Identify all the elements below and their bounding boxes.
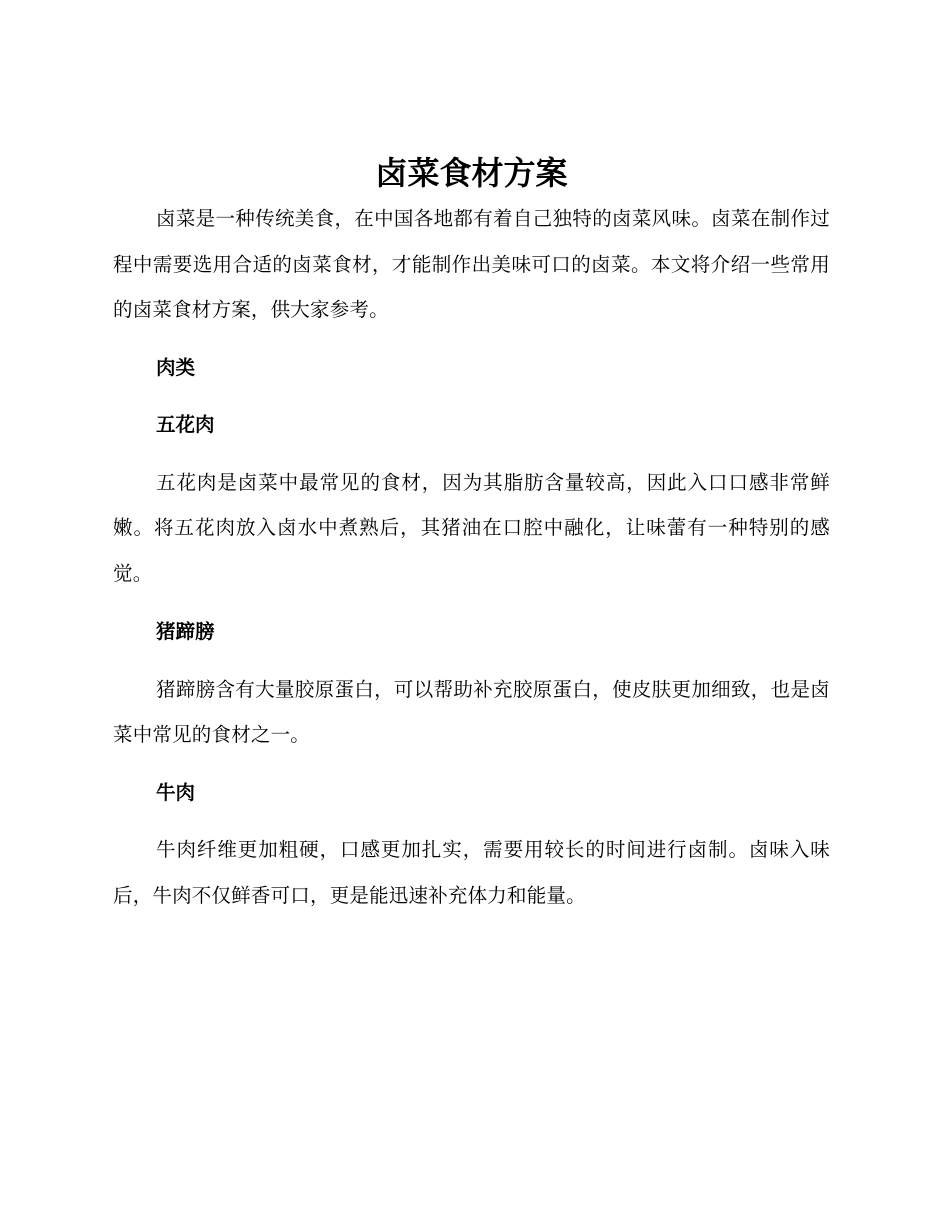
intro-paragraph: 卤菜是一种传统美食，在中国各地都有着自己独特的卤菜风味。卤菜在制作过程中需要选用合适的卤菜食材，才能制作出美味可口的卤菜。本文将介绍一些常用的卤菜食材方案，供大家参考。 bbox=[113, 207, 830, 321]
spacer bbox=[113, 333, 830, 345]
spacer bbox=[113, 815, 830, 827]
spacer bbox=[113, 655, 830, 667]
paragraph-pork-belly: 五花肉是卤菜中最常见的食材，因为其脂肪含量较高，因此入口口感非常鲜嫩。将五花肉放入卤水中煮熟后，其猪油在口腔中融化，让味蕾有一种特别的感觉。 bbox=[113, 470, 830, 585]
section-heading-pork-knuckle: 猪蹄膀 bbox=[156, 620, 215, 643]
spacer bbox=[113, 758, 830, 770]
document-title: 卤菜食材方案 bbox=[375, 154, 568, 192]
paragraph-beef: 牛肉纤维更加粗硬，口感更加扎实，需要用较长的时间进行卤制。卤味入味后，牛肉不仅鲜香可口，更是能迅速补充体力和能量。 bbox=[113, 838, 830, 907]
paragraph-pork-knuckle: 猪蹄膀含有大量胶原蛋白，可以帮助补充胶原蛋白，使皮肤更加细致，也是卤菜中常见的食材之一。 bbox=[113, 677, 830, 746]
section-heading-meat: 肉类 bbox=[156, 355, 196, 379]
section-heading-pork-belly: 五花肉 bbox=[156, 413, 215, 436]
spacer bbox=[113, 390, 830, 402]
spacer bbox=[113, 596, 830, 609]
document-page bbox=[113, 150, 830, 918]
spacer bbox=[113, 448, 830, 460]
section-heading-beef: 牛肉 bbox=[156, 780, 196, 804]
